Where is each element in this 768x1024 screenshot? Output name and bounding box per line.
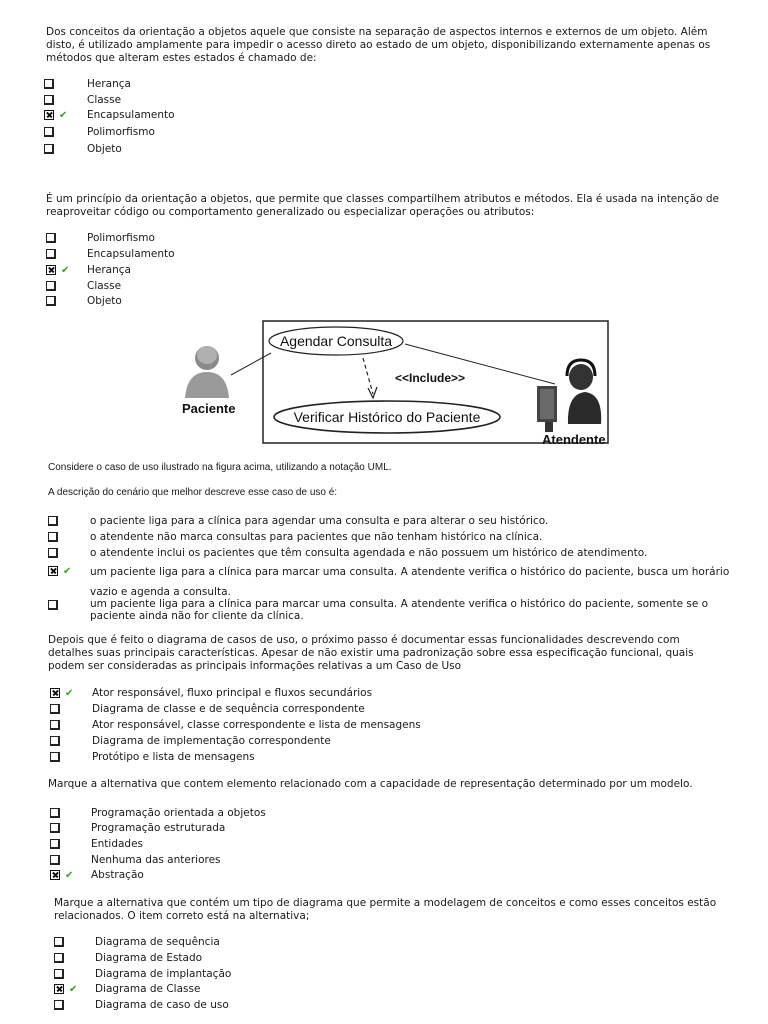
option-label: Encapsulamento: [87, 248, 175, 260]
checkbox-icon[interactable]: [50, 808, 60, 818]
question-stem: Depois que é feito o diagrama de casos de uso, o próximo passo é documentar essas funcionalidades descrevendo com detalhes suas principais características. Apesar de não existir uma padronização sobre essa especificação funcional, quais podem ser consideradas as principais informações relativas a um Caso de Uso: [48, 634, 694, 672]
checkmark-icon: ✔: [69, 984, 78, 995]
option-label: Diagrama de classe e de sequência correspondente: [92, 703, 365, 715]
checkbox-icon[interactable]: [54, 953, 64, 963]
checkbox-icon[interactable]: [50, 839, 60, 849]
option-label: Diagrama de implantação: [95, 968, 232, 980]
option-label: Classe: [87, 280, 122, 292]
checkmark-icon: ✔: [65, 870, 74, 881]
question-stem: Marque a alternativa que contém um tipo de diagrama que permite a modelagem de conceitos e como esses conceitos estão relacionados. O item correto está na alternativa;: [54, 897, 717, 922]
checkbox-icon[interactable]: [50, 720, 60, 730]
question-5: [48, 778, 738, 791]
option-label: Programação estruturada: [91, 822, 226, 834]
checkbox-icon[interactable]: [46, 281, 56, 291]
option-label: o atendente inclui os pacientes que têm consulta agendada e não possuem um histórico de atendimento.: [90, 547, 648, 559]
option-label: Programação orientada a objetos: [91, 807, 266, 819]
checkbox-icon[interactable]: [50, 704, 60, 714]
option-label: Diagrama de sequência: [95, 936, 220, 948]
checkbox-icon[interactable]: [54, 1000, 64, 1010]
option-label: Herança: [87, 264, 131, 276]
include-label: <<Include>>: [395, 371, 466, 385]
option-label: Polimorfismo: [87, 126, 155, 138]
option-label: Ator responsável, fluxo principal e fluxos secundários: [92, 687, 373, 699]
checkbox-icon[interactable]: [48, 548, 58, 558]
checkmark-icon: ✔: [65, 688, 74, 699]
option-label: Nenhuma das anteriores: [91, 854, 221, 866]
option-label: Classe: [87, 94, 122, 106]
checkmark-icon: ✔: [59, 110, 68, 121]
x-checkbox-icon[interactable]: [54, 984, 64, 994]
checkbox-icon[interactable]: [44, 144, 54, 154]
checkbox-icon[interactable]: [44, 127, 54, 137]
checkbox-icon[interactable]: [50, 823, 60, 833]
question-6: [54, 897, 734, 923]
question-3-stem-1: Considere o caso de uso ilustrado na figura acima, utilizando a notação UML.: [48, 462, 392, 473]
checkbox-icon[interactable]: [54, 937, 64, 947]
option-label: o atendente não marca consultas para pacientes que não tenham histórico na clínica.: [90, 531, 543, 543]
patient-actor-icon: [185, 346, 229, 398]
checkbox-icon[interactable]: [50, 752, 60, 762]
checkbox-icon[interactable]: [44, 79, 54, 89]
x-checkbox-icon[interactable]: [48, 566, 58, 576]
question-stem: É um princípio da orientação a objetos, que permite que classes compartilhem atributos e métodos. Ela é usada na intenção de reaproveitar código ou comportamento generalizado ou especializar operações ou atributos:: [46, 193, 719, 218]
actor-left-label: Paciente: [182, 401, 236, 416]
x-checkbox-icon[interactable]: [46, 265, 56, 275]
option-label: Entidades: [91, 838, 144, 850]
checkmark-icon: ✔: [63, 566, 72, 577]
question-1: [46, 26, 726, 65]
option-label: Diagrama de Estado: [95, 952, 203, 964]
checkbox-icon[interactable]: [48, 516, 58, 526]
checkmark-icon: ✔: [61, 265, 70, 276]
checkbox-icon[interactable]: [50, 736, 60, 746]
question-3-stem-2: A descrição do cenário que melhor descreve esse caso de uso é:: [48, 487, 338, 498]
option-label: Encapsulamento: [87, 109, 175, 121]
use-case-diagram: [175, 320, 611, 452]
actor-right-label: Atendente: [542, 432, 606, 447]
option-label: Diagrama de Classe: [95, 983, 201, 995]
option-label: Diagrama de caso de uso: [95, 999, 229, 1011]
checkbox-icon[interactable]: [44, 95, 54, 105]
checkbox-icon[interactable]: [48, 532, 58, 542]
option-label: Objeto: [87, 295, 122, 307]
question-stem: Marque a alternativa que contem elemento relacionado com a capacidade de representação determinado por um modelo.: [48, 778, 693, 790]
checkbox-icon[interactable]: [46, 233, 56, 243]
x-checkbox-icon[interactable]: [50, 688, 60, 698]
option-label: Diagrama de implementação correspondente: [92, 735, 331, 747]
option-label: um paciente liga para a clínica para marcar uma consulta. A atendente verifica o histórico do paciente, busca um horário vazio e agenda a consulta.: [90, 566, 730, 598]
option-label: o paciente liga para a clínica para agendar uma consulta e para alterar o seu histórico.: [90, 515, 549, 527]
checkbox-icon[interactable]: [46, 249, 56, 259]
checkbox-icon[interactable]: [54, 969, 64, 979]
option-label: Protótipo e lista de mensagens: [92, 751, 255, 763]
question-2: [46, 193, 736, 219]
option-label: Herança: [87, 78, 131, 90]
checkbox-icon[interactable]: [48, 600, 58, 610]
option-label: Objeto: [87, 143, 122, 155]
x-checkbox-icon[interactable]: [50, 870, 60, 880]
x-checkbox-icon[interactable]: [44, 110, 54, 120]
question-4: [48, 634, 728, 673]
option-label: Polimorfismo: [87, 232, 155, 244]
checkbox-icon[interactable]: [46, 296, 56, 306]
option-label: Ator responsável, classe correspondente e lista de mensagens: [92, 719, 421, 731]
option-label: um paciente liga para a clínica para marcar uma consulta. A atendente verifica o histórico do paciente, somente se o paciente ainda não for cliente da clínica.: [90, 598, 709, 622]
usecase-top-label: Agendar Consulta: [279, 333, 393, 349]
attendant-actor-icon: [537, 360, 601, 432]
option-label: Abstração: [91, 869, 144, 881]
question-stem: Dos conceitos da orientação a objetos aquele que consiste na separação de aspectos internos e externos de um objeto. Além disto, é utilizado amplamente para impedir o acesso direto ao estado de um objeto, disponibilizando externamente apenas os métodos que alteram estes estados é chamado de:: [46, 26, 711, 64]
checkbox-icon[interactable]: [50, 855, 60, 865]
usecase-bottom-label: Verificar Histórico do Paciente: [293, 409, 481, 425]
association-patient: [231, 353, 271, 375]
